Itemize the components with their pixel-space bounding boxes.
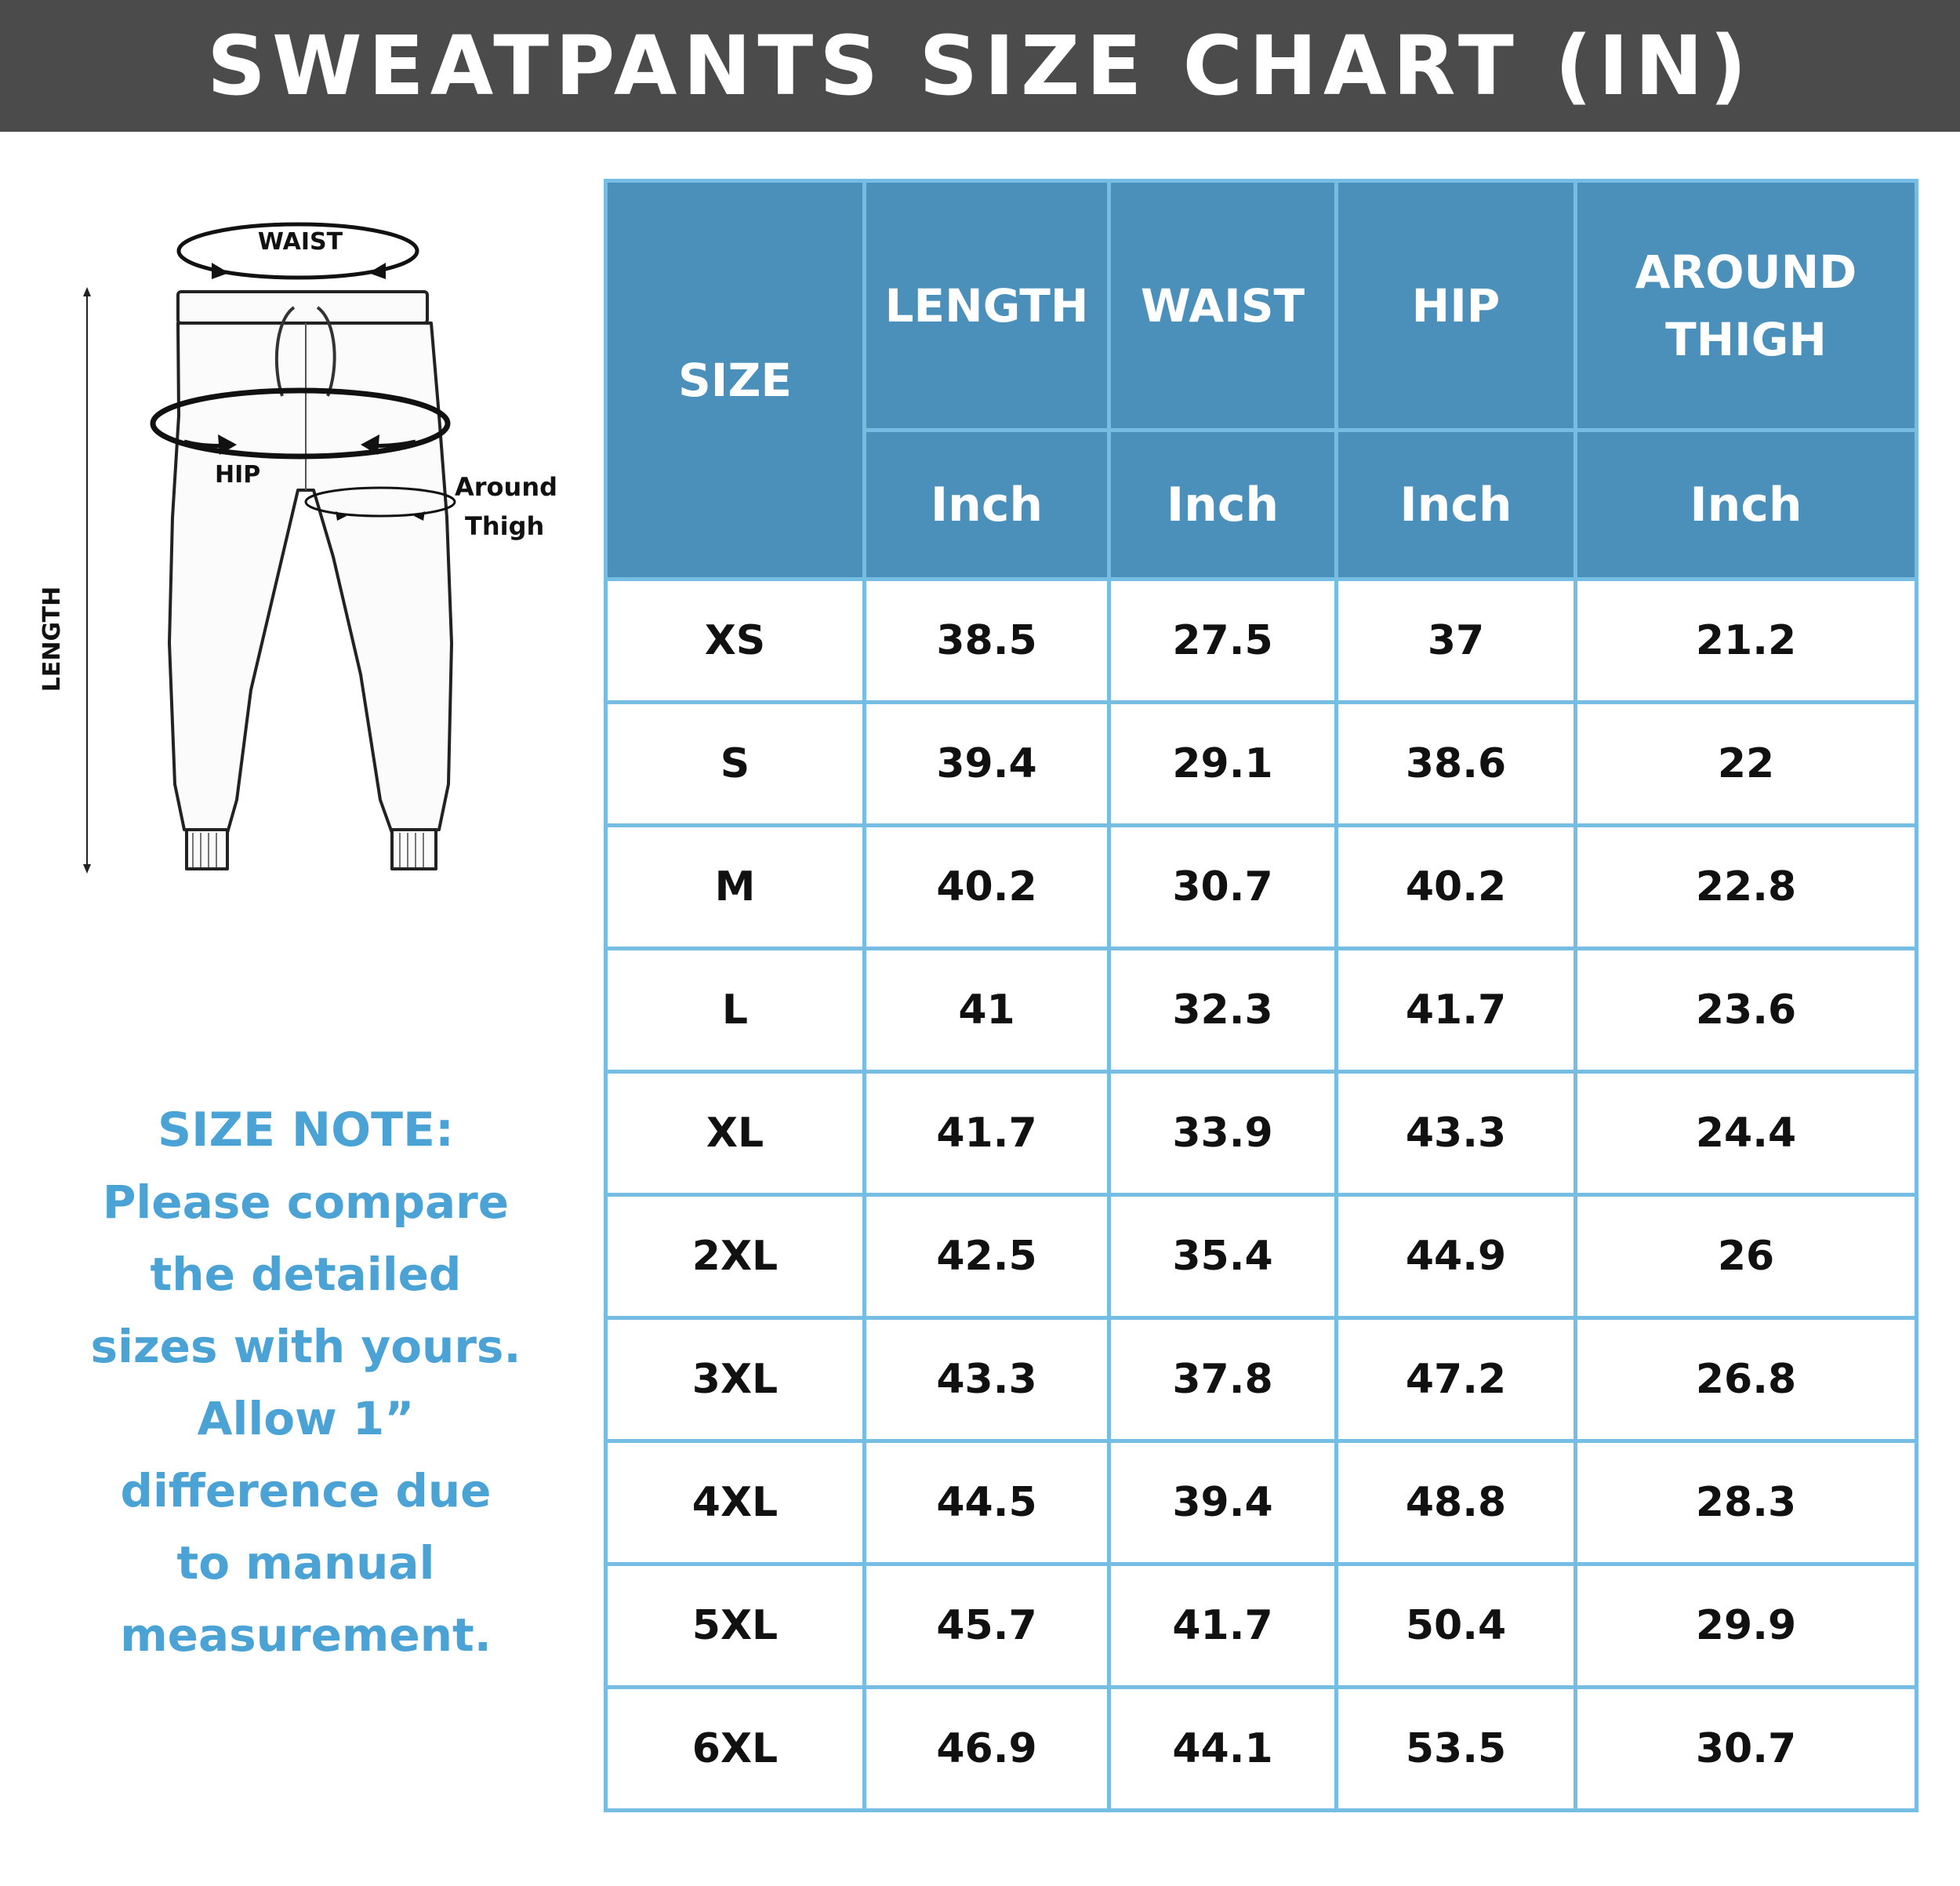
size-cell: 2XL [606, 1195, 865, 1318]
hip-label: HIP [215, 461, 261, 489]
size-note-line: Allow 1” [197, 1392, 415, 1445]
size-note-line: measurement. [120, 1608, 492, 1662]
length-cell: 45.7 [865, 1564, 1109, 1688]
page-title: SWEATPANTS SIZE CHART (IN) [207, 18, 1753, 114]
size-cell: 4XL [606, 1441, 865, 1564]
title-bar [0, 0, 1960, 132]
hip-cell: 53.5 [1337, 1688, 1576, 1811]
length-cell: 43.3 [865, 1318, 1109, 1441]
length-cell: 39.4 [865, 703, 1109, 826]
header-around-thigh: AROUND THIGH [1576, 181, 1917, 431]
around-thigh-cell: 23.6 [1576, 949, 1917, 1072]
hip-cell: 43.3 [1337, 1072, 1576, 1195]
length-cell: 44.5 [865, 1441, 1109, 1564]
size-cell: M [606, 826, 865, 949]
unit-hip: Inch [1337, 431, 1576, 580]
length-arrow-bottom [83, 864, 91, 874]
waist-label: WAIST [257, 228, 343, 256]
hip-cell: 50.4 [1337, 1564, 1576, 1688]
table-row [606, 1318, 1917, 1441]
size-cell: 3XL [606, 1318, 865, 1441]
length-cell: 40.2 [865, 826, 1109, 949]
header-size: SIZE [606, 181, 865, 580]
size-cell: XL [606, 1072, 865, 1195]
hip-cell: 40.2 [1337, 826, 1576, 949]
waist-cell: 35.4 [1109, 1195, 1337, 1318]
hip-cell: 37 [1337, 580, 1576, 703]
table-row [606, 1195, 1917, 1318]
size-note-line: the detailed [150, 1248, 462, 1301]
size-table [604, 179, 1918, 1812]
around-thigh-cell: 24.4 [1576, 1072, 1917, 1195]
table-row [606, 1441, 1917, 1564]
length-cell: 46.9 [865, 1688, 1109, 1811]
size-rows [606, 580, 1917, 1811]
unit-length: Inch [865, 431, 1109, 580]
table-row [606, 1564, 1917, 1688]
around-thigh-cell: 22 [1576, 703, 1917, 826]
around-thigh-label-line2: Thigh [465, 511, 545, 541]
size-cell: S [606, 703, 865, 826]
right-cuff [392, 830, 436, 869]
size-cell: 5XL [606, 1564, 865, 1688]
waist-cell: 27.5 [1109, 580, 1337, 703]
waist-cell: 44.1 [1109, 1688, 1337, 1811]
waist-cell: 41.7 [1109, 1564, 1337, 1688]
length-cell: 41 [865, 949, 1109, 1072]
around-thigh-cell: 26.8 [1576, 1318, 1917, 1441]
sweatpants-diagram [24, 188, 588, 894]
waistband [178, 292, 427, 323]
table-row [606, 580, 1917, 703]
table-row [606, 826, 1917, 949]
length-label: LENGTH [38, 586, 66, 692]
size-cell: L [606, 949, 865, 1072]
size-note-line: Please compare [102, 1176, 510, 1229]
around-thigh-cell: 29.9 [1576, 1564, 1917, 1688]
size-note-line: sizes with yours. [90, 1320, 521, 1373]
table-row [606, 949, 1917, 1072]
length-cell: 41.7 [865, 1072, 1109, 1195]
size-note-heading: SIZE NOTE: [157, 1103, 455, 1157]
waist-cell: 30.7 [1109, 826, 1337, 949]
table-row [606, 703, 1917, 826]
hip-cell: 38.6 [1337, 703, 1576, 826]
around-thigh-cell: 30.7 [1576, 1688, 1917, 1811]
around-thigh-cell: 22.8 [1576, 826, 1917, 949]
waist-cell: 29.1 [1109, 703, 1337, 826]
waist-cell: 32.3 [1109, 949, 1337, 1072]
hip-cell: 41.7 [1337, 949, 1576, 1072]
length-cell: 42.5 [865, 1195, 1109, 1318]
table-row [606, 1072, 1917, 1195]
hip-cell: 48.8 [1337, 1441, 1576, 1564]
unit-waist: Inch [1109, 431, 1337, 580]
around-thigh-label-line1: Around [455, 472, 557, 502]
length-cell: 38.5 [865, 580, 1109, 703]
size-note-line: to manual [176, 1536, 435, 1590]
waist-cell: 39.4 [1109, 1441, 1337, 1564]
size-cell: XS [606, 580, 865, 703]
around-thigh-cell: 21.2 [1576, 580, 1917, 703]
header-waist: WAIST [1109, 181, 1337, 431]
size-note-line: difference due [120, 1464, 492, 1517]
length-arrow-top [83, 287, 91, 296]
header-hip: HIP [1337, 181, 1576, 431]
around-thigh-cell: 26 [1576, 1195, 1917, 1318]
sweatpants-illustration [24, 188, 588, 894]
header-length: LENGTH [865, 181, 1109, 431]
hip-cell: 44.9 [1337, 1195, 1576, 1318]
around-thigh-cell: 28.3 [1576, 1441, 1917, 1564]
waist-cell: 37.8 [1109, 1318, 1337, 1441]
size-note [47, 1094, 564, 1671]
hip-cell: 47.2 [1337, 1318, 1576, 1441]
table-row [606, 1688, 1917, 1811]
waist-cell: 33.9 [1109, 1072, 1337, 1195]
unit-around-thigh: Inch [1576, 431, 1917, 580]
size-cell: 6XL [606, 1688, 865, 1811]
